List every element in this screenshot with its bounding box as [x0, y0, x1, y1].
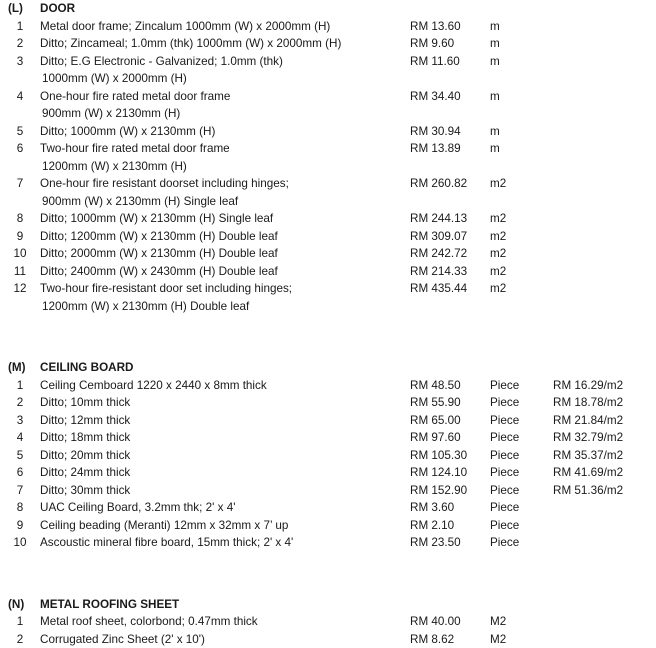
item-unit: m: [490, 53, 553, 71]
spacer-row: [0, 587, 656, 596]
item-number-blank: [0, 70, 40, 88]
item-alt-rate: [553, 140, 656, 158]
item-rate: RM 8.62: [410, 631, 490, 648]
item-number: 12: [0, 280, 40, 298]
item-description: Ascoustic mineral fibre board, 15mm thick; 2' x 4': [40, 534, 410, 552]
spacer-row: [0, 333, 656, 351]
table-row: [0, 53, 656, 71]
item-rate-blank: [410, 105, 490, 123]
item-description: Ditto; 12mm thick: [40, 412, 410, 430]
item-description-continued: 1200mm (W) x 2130mm (H): [40, 158, 410, 176]
section-title: DOOR: [40, 0, 410, 18]
item-number: 6: [0, 140, 40, 158]
item-number: 2: [0, 394, 40, 412]
table-row: [0, 429, 656, 447]
item-alt-rate: [553, 88, 656, 106]
spacer-cell: [0, 552, 656, 570]
item-number-blank: [0, 158, 40, 176]
item-unit: m2: [490, 263, 553, 281]
item-description: Ditto; 20mm thick: [40, 447, 410, 465]
item-unit: Piece: [490, 377, 553, 395]
section-unit-blank: [490, 596, 553, 614]
item-number: 2: [0, 35, 40, 53]
item-number-blank: [0, 193, 40, 211]
item-rate-blank: [410, 298, 490, 316]
item-unit: m2: [490, 228, 553, 246]
item-rate: RM 65.00: [410, 412, 490, 430]
table-row: [0, 394, 656, 412]
item-rate: RM 40.00: [410, 613, 490, 631]
spacer-row: [0, 569, 656, 587]
item-description-continued: 900mm (W) x 2130mm (H): [40, 105, 410, 123]
section-header-row: [0, 596, 656, 614]
item-number: 9: [0, 228, 40, 246]
item-number: 7: [0, 482, 40, 500]
table-row-continuation: [0, 193, 656, 211]
item-description: Ceiling Cemboard 1220 x 2440 x 8mm thick: [40, 377, 410, 395]
item-rate: RM 152.90: [410, 482, 490, 500]
item-rate: RM 2.10: [410, 517, 490, 535]
table-row: [0, 175, 656, 193]
table-row: [0, 245, 656, 263]
table-row: [0, 228, 656, 246]
table-row: [0, 140, 656, 158]
table-row: [0, 210, 656, 228]
item-rate: RM 435.44: [410, 280, 490, 298]
item-description: Ditto; 2400mm (W) x 2430mm (H) Double leaf: [40, 263, 410, 281]
item-alt-rate: [553, 631, 656, 648]
item-alt-rate: [553, 53, 656, 71]
table-row: [0, 280, 656, 298]
section-ref: (M): [0, 359, 40, 377]
item-unit: Piece: [490, 482, 553, 500]
item-rate: RM 260.82: [410, 175, 490, 193]
item-rate: RM 48.50: [410, 377, 490, 395]
table-row: [0, 35, 656, 53]
item-alt-rate-blank: [553, 105, 656, 123]
item-unit: M2: [490, 631, 553, 648]
item-description: Corrugated Zinc Sheet (2' x 10'): [40, 631, 410, 648]
item-unit: Piece: [490, 464, 553, 482]
item-alt-rate: RM 35.37/m2: [553, 447, 656, 465]
item-unit: Piece: [490, 394, 553, 412]
spacer-row: [0, 315, 656, 333]
item-rate: RM 97.60: [410, 429, 490, 447]
item-description-continued: 1000mm (W) x 2000mm (H): [40, 70, 410, 88]
item-unit: m2: [490, 245, 553, 263]
item-alt-rate: [553, 517, 656, 535]
section-alt-blank: [553, 0, 656, 18]
table-row-continuation: [0, 158, 656, 176]
section-header-row: [0, 359, 656, 377]
item-rate: RM 214.33: [410, 263, 490, 281]
item-description: Ditto; 10mm thick: [40, 394, 410, 412]
item-unit: m: [490, 18, 553, 36]
item-alt-rate: [553, 280, 656, 298]
spacer-cell: [0, 569, 656, 587]
item-unit: Piece: [490, 447, 553, 465]
item-unit-blank: [490, 105, 553, 123]
item-rate-blank: [410, 158, 490, 176]
section-header-row: [0, 0, 656, 18]
item-number: 10: [0, 534, 40, 552]
table-row: [0, 377, 656, 395]
section-ref: (N): [0, 596, 40, 614]
item-alt-rate: [553, 210, 656, 228]
item-rate: RM 30.94: [410, 123, 490, 141]
spacer-cell: [0, 333, 656, 351]
spacer-cell: [0, 587, 656, 596]
item-number: 3: [0, 412, 40, 430]
item-description-continued: 900mm (W) x 2130mm (H) Single leaf: [40, 193, 410, 211]
item-description: Ditto; E.G Electronic - Galvanized; 1.0mm (thk): [40, 53, 410, 71]
item-number: 7: [0, 175, 40, 193]
item-description: UAC Ceiling Board, 3.2mm thk; 2' x 4': [40, 499, 410, 517]
table-row-continuation: [0, 298, 656, 316]
table-row: [0, 517, 656, 535]
item-description: Ditto; Zincameal; 1.0mm (thk) 1000mm (W) x 2000mm (H): [40, 35, 410, 53]
table-row: [0, 613, 656, 631]
item-alt-rate-blank: [553, 298, 656, 316]
spacer-cell: [0, 350, 656, 359]
item-alt-rate-blank: [553, 70, 656, 88]
item-rate: RM 309.07: [410, 228, 490, 246]
item-unit: M2: [490, 613, 553, 631]
item-unit: m2: [490, 280, 553, 298]
item-rate: RM 124.10: [410, 464, 490, 482]
item-number: 1: [0, 377, 40, 395]
item-alt-rate: RM 21.84/m2: [553, 412, 656, 430]
item-rate: RM 55.90: [410, 394, 490, 412]
item-rate: RM 244.13: [410, 210, 490, 228]
item-rate-blank: [410, 70, 490, 88]
item-description: Ditto; 30mm thick: [40, 482, 410, 500]
item-alt-rate: [553, 175, 656, 193]
item-unit: Piece: [490, 429, 553, 447]
section-alt-blank: [553, 596, 656, 614]
item-number: 4: [0, 88, 40, 106]
table-row-continuation: [0, 70, 656, 88]
table-row: [0, 18, 656, 36]
item-alt-rate: [553, 228, 656, 246]
section-title: METAL ROOFING SHEET: [40, 596, 410, 614]
item-alt-rate: [553, 534, 656, 552]
section-title: CEILING BOARD: [40, 359, 410, 377]
item-number: 1: [0, 18, 40, 36]
section-rate-blank: [410, 596, 490, 614]
item-number-blank: [0, 298, 40, 316]
item-unit: Piece: [490, 499, 553, 517]
item-alt-rate: RM 41.69/m2: [553, 464, 656, 482]
item-description: Metal roof sheet, colorbond; 0.47mm thick: [40, 613, 410, 631]
item-alt-rate: [553, 18, 656, 36]
item-unit: m2: [490, 175, 553, 193]
section-unit-blank: [490, 0, 553, 18]
item-number: 6: [0, 464, 40, 482]
item-unit-blank: [490, 158, 553, 176]
item-number: 4: [0, 429, 40, 447]
item-description: Ditto; 18mm thick: [40, 429, 410, 447]
item-rate: RM 242.72: [410, 245, 490, 263]
table-row-continuation: [0, 105, 656, 123]
spacer-row: [0, 350, 656, 359]
item-rate: RM 105.30: [410, 447, 490, 465]
item-description: Ditto; 2000mm (W) x 2130mm (H) Double leaf: [40, 245, 410, 263]
table-row: [0, 88, 656, 106]
item-number: 9: [0, 517, 40, 535]
item-alt-rate: [553, 613, 656, 631]
item-description: Ditto; 24mm thick: [40, 464, 410, 482]
item-description: Two-hour fire rated metal door frame: [40, 140, 410, 158]
item-rate: RM 11.60: [410, 53, 490, 71]
item-unit: m: [490, 88, 553, 106]
table-row: [0, 263, 656, 281]
item-description: Ceiling beading (Meranti) 12mm x 32mm x 7’ up: [40, 517, 410, 535]
item-unit: Piece: [490, 517, 553, 535]
item-number: 11: [0, 263, 40, 281]
item-number: 2: [0, 631, 40, 648]
table-row: [0, 447, 656, 465]
item-alt-rate: [553, 263, 656, 281]
item-description: One-hour fire resistant doorset including hinges;: [40, 175, 410, 193]
item-alt-rate-blank: [553, 193, 656, 211]
section-ref: (L): [0, 0, 40, 18]
item-number: 8: [0, 210, 40, 228]
spacer-cell: [0, 315, 656, 333]
item-rate: RM 13.89: [410, 140, 490, 158]
item-rate: RM 23.50: [410, 534, 490, 552]
item-unit-blank: [490, 70, 553, 88]
table-row: [0, 534, 656, 552]
item-number-blank: [0, 105, 40, 123]
item-rate-blank: [410, 193, 490, 211]
item-alt-rate: RM 16.29/m2: [553, 377, 656, 395]
item-number: 10: [0, 245, 40, 263]
item-description: Ditto; 1200mm (W) x 2130mm (H) Double leaf: [40, 228, 410, 246]
item-unit: Piece: [490, 534, 553, 552]
item-number: 3: [0, 53, 40, 71]
item-alt-rate-blank: [553, 158, 656, 176]
section-unit-blank: [490, 359, 553, 377]
table-row: [0, 123, 656, 141]
item-unit: m: [490, 123, 553, 141]
item-description: Ditto; 1000mm (W) x 2130mm (H) Single leaf: [40, 210, 410, 228]
spacer-row: [0, 552, 656, 570]
item-unit: Piece: [490, 412, 553, 430]
item-unit-blank: [490, 193, 553, 211]
item-description: Metal door frame; Zincalum 1000mm (W) x 2000mm (H): [40, 18, 410, 36]
item-unit: m2: [490, 210, 553, 228]
item-description: Ditto; 1000mm (W) x 2130mm (H): [40, 123, 410, 141]
table-row: [0, 412, 656, 430]
table-row: [0, 482, 656, 500]
item-unit-blank: [490, 298, 553, 316]
item-rate: RM 13.60: [410, 18, 490, 36]
section-rate-blank: [410, 0, 490, 18]
item-alt-rate: [553, 35, 656, 53]
item-alt-rate: RM 18.78/m2: [553, 394, 656, 412]
item-alt-rate: [553, 245, 656, 263]
item-alt-rate: [553, 123, 656, 141]
table-row: [0, 464, 656, 482]
item-unit: m: [490, 35, 553, 53]
table-row: [0, 499, 656, 517]
item-description-continued: 1200mm (W) x 2130mm (H) Double leaf: [40, 298, 410, 316]
item-description: One-hour fire rated metal door frame: [40, 88, 410, 106]
table-row: [0, 631, 656, 648]
item-number: 8: [0, 499, 40, 517]
item-alt-rate: RM 32.79/m2: [553, 429, 656, 447]
item-rate: RM 3.60: [410, 499, 490, 517]
item-alt-rate: RM 51.36/m2: [553, 482, 656, 500]
item-description: Two-hour fire-resistant door set including hinges;: [40, 280, 410, 298]
item-unit: m: [490, 140, 553, 158]
item-rate: RM 9.60: [410, 35, 490, 53]
section-rate-blank: [410, 359, 490, 377]
item-number: 1: [0, 613, 40, 631]
item-alt-rate: [553, 499, 656, 517]
section-alt-blank: [553, 359, 656, 377]
item-number: 5: [0, 447, 40, 465]
item-rate: RM 34.40: [410, 88, 490, 106]
item-number: 5: [0, 123, 40, 141]
